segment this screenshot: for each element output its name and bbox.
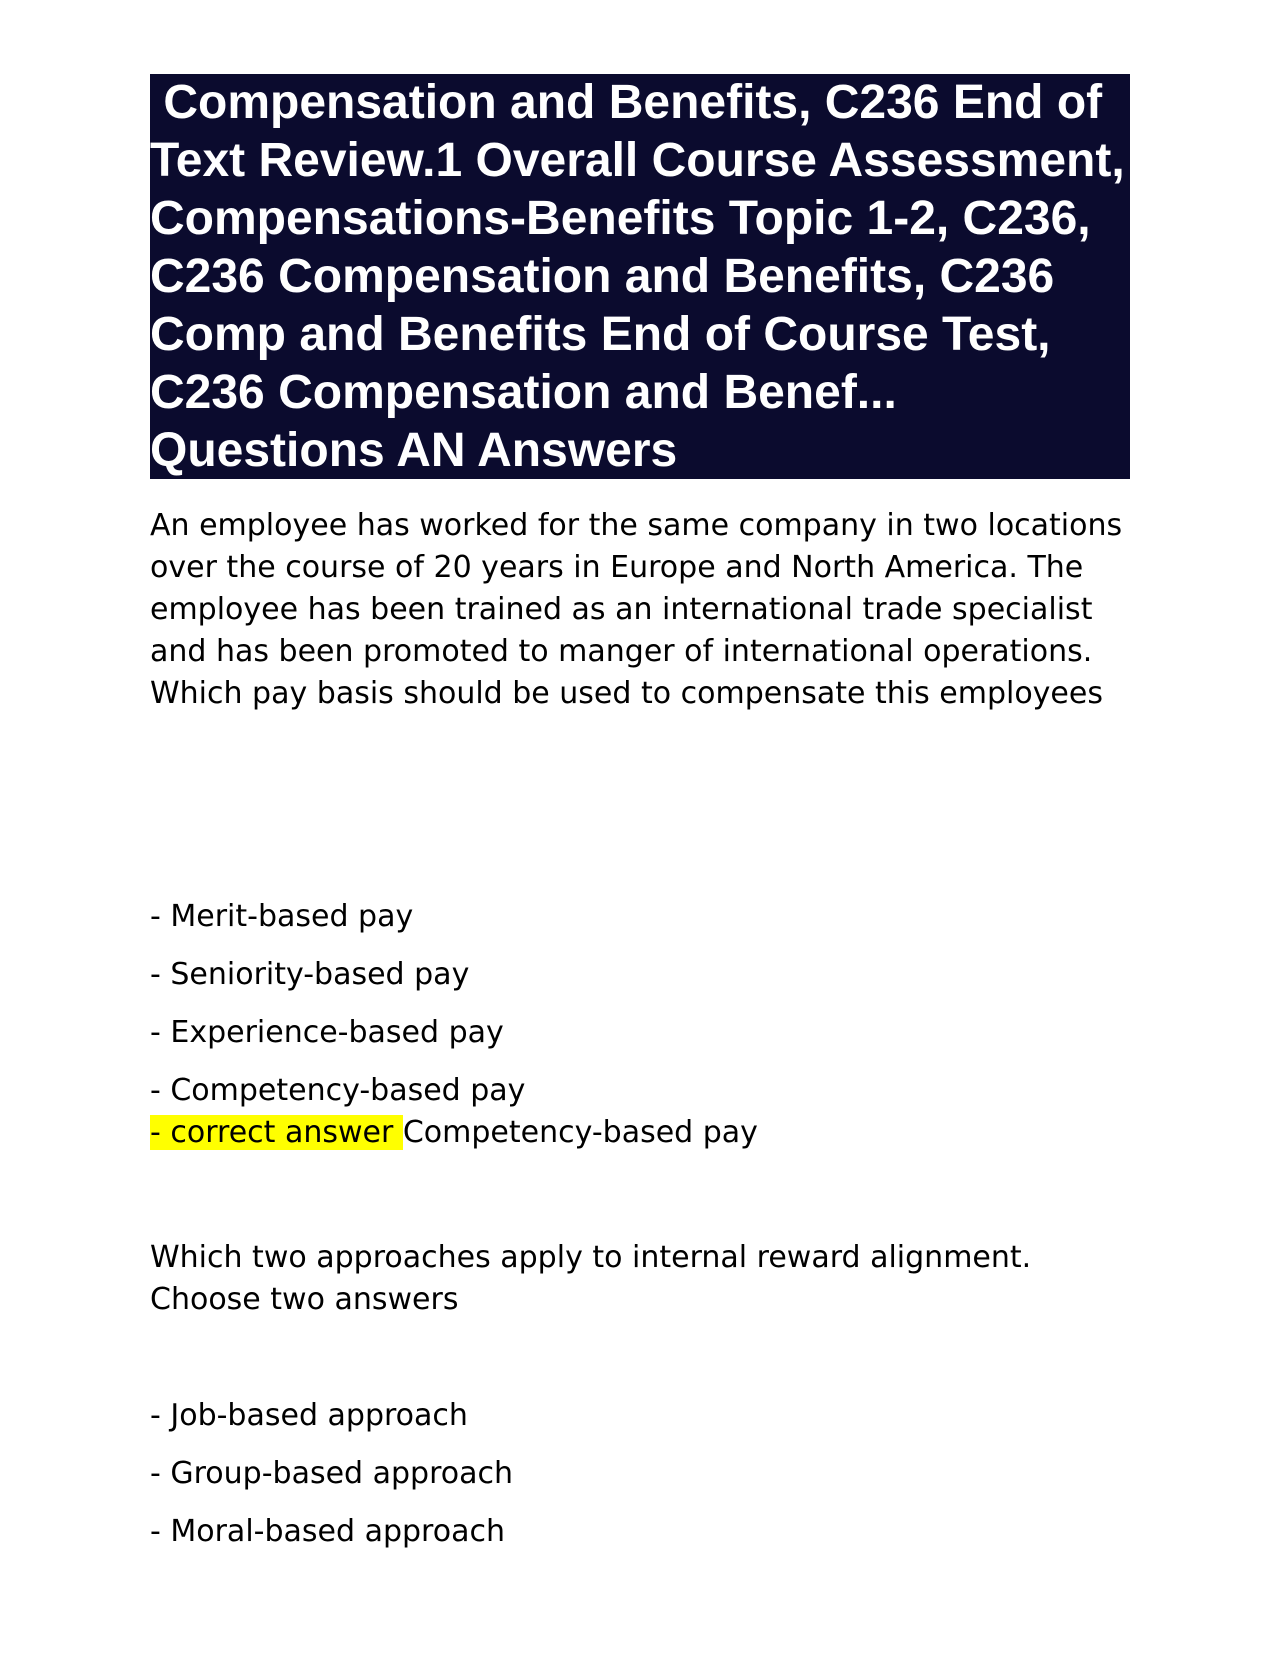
option-group-based-approach: - Group-based approach <box>150 1456 514 1491</box>
document-page <box>150 74 1139 1549</box>
correct-answer-label: - correct answer <box>150 1115 403 1150</box>
option-competency-based-pay: - Competency-based pay <box>150 1073 526 1108</box>
option-seniority-based-pay: - Seniority-based pay <box>150 957 470 992</box>
question-2-options <box>150 1395 1130 1553</box>
option-merit-based-pay: - Merit-based pay <box>150 899 414 934</box>
question-1-answer <box>150 1112 1130 1154</box>
option-moral-based-approach: - Moral-based approach <box>150 1514 505 1549</box>
correct-answer-value: Competency-based pay <box>402 1115 758 1150</box>
option-experience-based-pay: - Experience-based pay <box>150 1015 504 1050</box>
document-title: Compensation and Benefits, C236 End of Text Review.1 Overall Course Assessment, Compensations-Benefits Topic 1-2, C236, C236 Compensation and Benefits, C236 Comp and Benefits End of Course Test, C236 Compensation and Benef... Questions AN Answers <box>150 76 1139 477</box>
question-2-text: Which two approaches apply to internal reward alignment. Choose two answers <box>150 1240 1032 1317</box>
option-job-based-approach: - Job-based approach <box>150 1398 468 1433</box>
question-1-text: An employee has worked for the same company in two locations over the course of 20 years in Europe and North America. The employee has been trained as an international trade specialist and has been promoted to manger of international operations. Which pay basis should be used to compensate this employees <box>150 508 1123 711</box>
question-1-options <box>150 896 1130 1154</box>
